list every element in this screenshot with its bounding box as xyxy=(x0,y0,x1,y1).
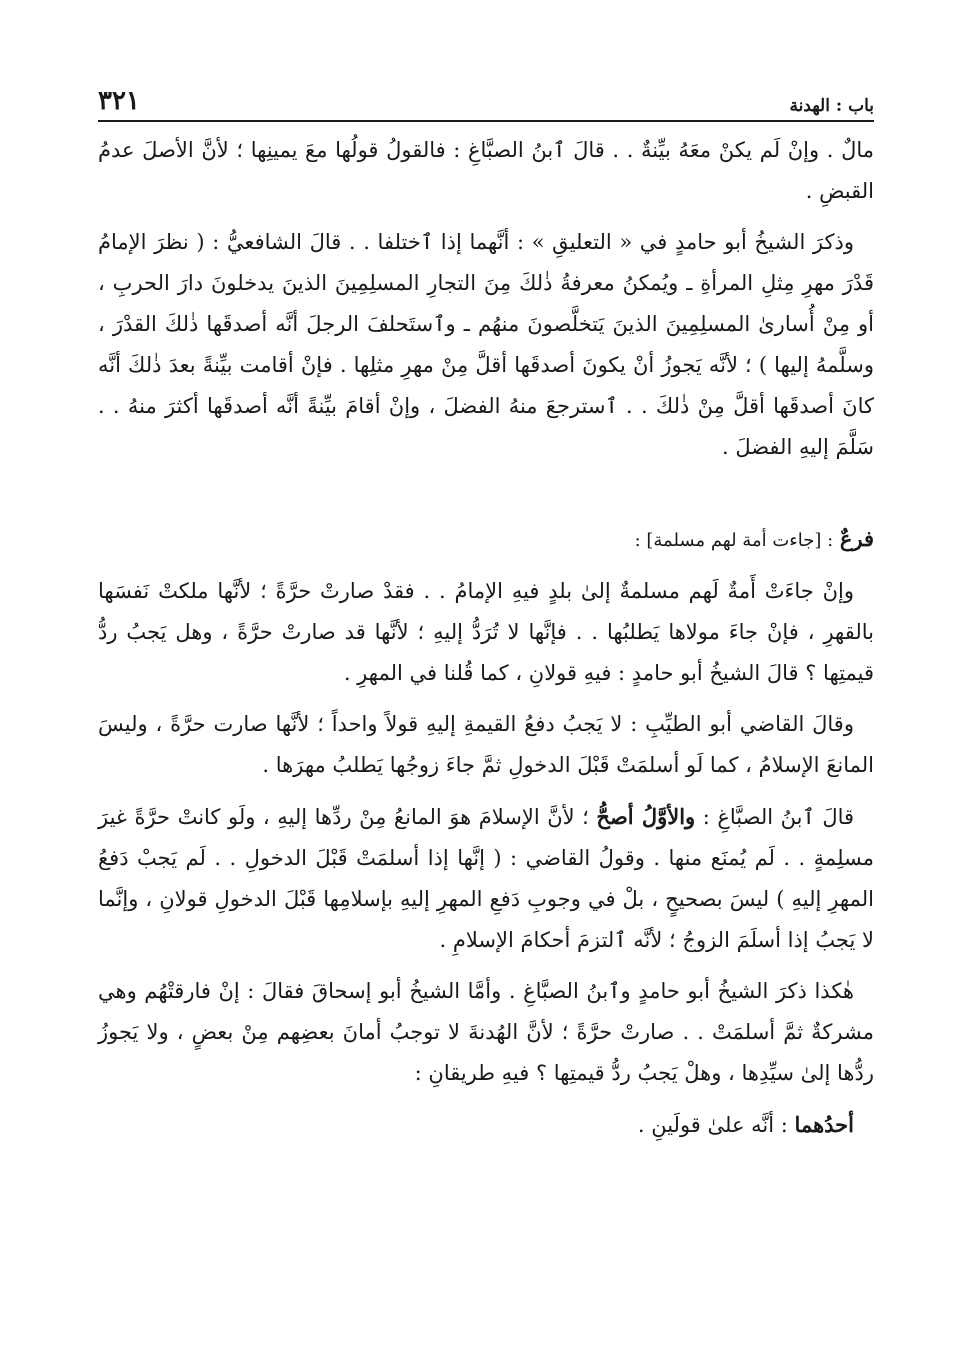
paragraph-7 xyxy=(98,1104,874,1146)
paragraph-7-rest: : أنَّه علىٰ قولَينِ . xyxy=(637,1113,788,1137)
page xyxy=(98,78,874,1156)
paragraph-2: وذكرَ الشيخُ أبو حامدٍ في « التعليقِ » : أنَّهما إذا ٱختلفا . . قالَ الشافعيُّ : ( نظرَ الإمامُ قَدْرَ مهرِ مِثلِ المرأةِ ـ ويُمكنُ معرفةُ ذٰلكَ مِنَ التجارِ المسلِمِينَ الذينَ يدخلونَ دارَ الحربِ ، أو مِنْ أُسارىٰ المسلِمِينَ الذينَ يَتخلَّصونَ منهُم ـ وٱستَحلفَ الرجلَ أنَّه أصدقَها ذٰلكَ القدْرَ ، وسلَّمهُ إليها ) ؛ لأنَّه يَجوزُ أنْ يكونَ أصدقَها أقلَّ مِنْ مهرِ مثلِها . فإنْ أقامت بيِّنةً بعدَ ذٰلكَ أنَّه كانَ أصدقَها أقلَّ مِنْ ذٰلكَ . . ٱسترجعَ منهُ الفضلَ ، وإنْ أقامَ بيِّنةً أنَّه أصدقَها أكثرَ منهُ . . سَلَّمَ إليهِ الفضلَ . xyxy=(98,230,874,459)
paragraph-4: وقالَ القاضي أبو الطيِّبِ : لا يَجبُ دفعُ القيمةِ إليهِ قولاً واحداً ؛ لأنَّها صارت حرَّةً ، وليسَ المانعَ الإسلامُ ، كما لَو أسلمَتْ قَبْلَ الدخولِ ثمَّ جاءَ زوجُها يَطلبُ مهرَها . xyxy=(98,712,874,777)
paragraph-1: مالٌ . وإنْ لَم يكنْ معَهُ بيِّنةٌ . . قالَ ٱبنُ الصبَّاغِ : فالقولُ قولُها معَ يمينِها ؛ لأنَّ الأصلَ عدمُ القبضِ . xyxy=(98,138,874,203)
paragraph-5-rest: ؛ لأنَّ الإسلامَ هوَ المانعُ مِنْ ردِّها إليهِ ، ولَو كانتْ حرَّةً غيرَ مسلِمةٍ . . لَم يُمنَع منها . وقولُ القاضي : ( إنَّها إذا أسلمَتْ قَبْلَ الدخولِ . . لَم يَجبْ دَفعُ المهرِ إليهِ ) ليسَ بصحيحٍ ، بلْ في وجوبِ دَفعِ المهرِ إليهِ بإسلامِها قَبْلَ الدخولِ قولانِ ، وإنَّما لا يَجبُ إذا أسلَمَ الزوجُ ؛ لأنَّه ٱلتزمَ أحكامَ الإسلامِ . xyxy=(98,805,874,952)
paragraph-3: وإنْ جاءَتْ أَمةٌ لَهم مسلمةٌ إلىٰ بلدٍ فيهِ الإمامُ . . فقدْ صارتْ حرَّةً ؛ لأنَّها ملكتْ نَفسَها بالقهرِ ، فإنْ جاءَ مولاها يَطلبُها . . فإنَّها لا تُرَدُّ إليهِ ؛ لأنَّها قد صارتْ حرَّةً ، وهل يَجبُ ردُّ قيمتِها ؟ قالَ الشيخُ أبو حامدٍ : فيهِ قولانِ ، كما قُلنا في المهرِ . xyxy=(98,579,874,685)
section-spacer xyxy=(98,478,874,518)
page-header xyxy=(98,78,874,122)
branch-keyword: فرعٌ xyxy=(839,526,874,551)
branch-heading xyxy=(98,518,874,561)
chapter-title: باب : الهدنة xyxy=(789,96,874,116)
paragraph-5-intro: قالَ ٱبنُ الصبَّاغِ : xyxy=(702,805,855,829)
page-number: ٣٢١ xyxy=(98,86,140,116)
paragraph-5-emphasis: والأوَّلُ أصحُّ xyxy=(596,804,696,829)
paragraph-6: هٰكذا ذكرَ الشيخُ أبو حامدٍ وٱبنُ الصبَّاغِ . وأمَّا الشيخُ أبو إسحاقَ فقالَ : إنْ فارقتْهُم وهي مشركةٌ ثمَّ أسلمَتْ . . صارتْ حرَّةً ؛ لأنَّ الهُدنةَ لا توجبُ أمانَ بعضِهم مِنْ بعضٍ ، ولا يَجوزُ ردُّها إلىٰ سيِّدِها ، وهلْ يَجبُ ردُّ قيمتِها ؟ فيهِ طريقانِ : xyxy=(98,979,874,1085)
paragraph-5 xyxy=(98,796,874,961)
page-body xyxy=(98,130,874,1146)
branch-title: : [جاءت أمة لهم مسلمة] : xyxy=(634,530,834,551)
paragraph-7-emphasis: أحدُهما xyxy=(794,1112,854,1137)
